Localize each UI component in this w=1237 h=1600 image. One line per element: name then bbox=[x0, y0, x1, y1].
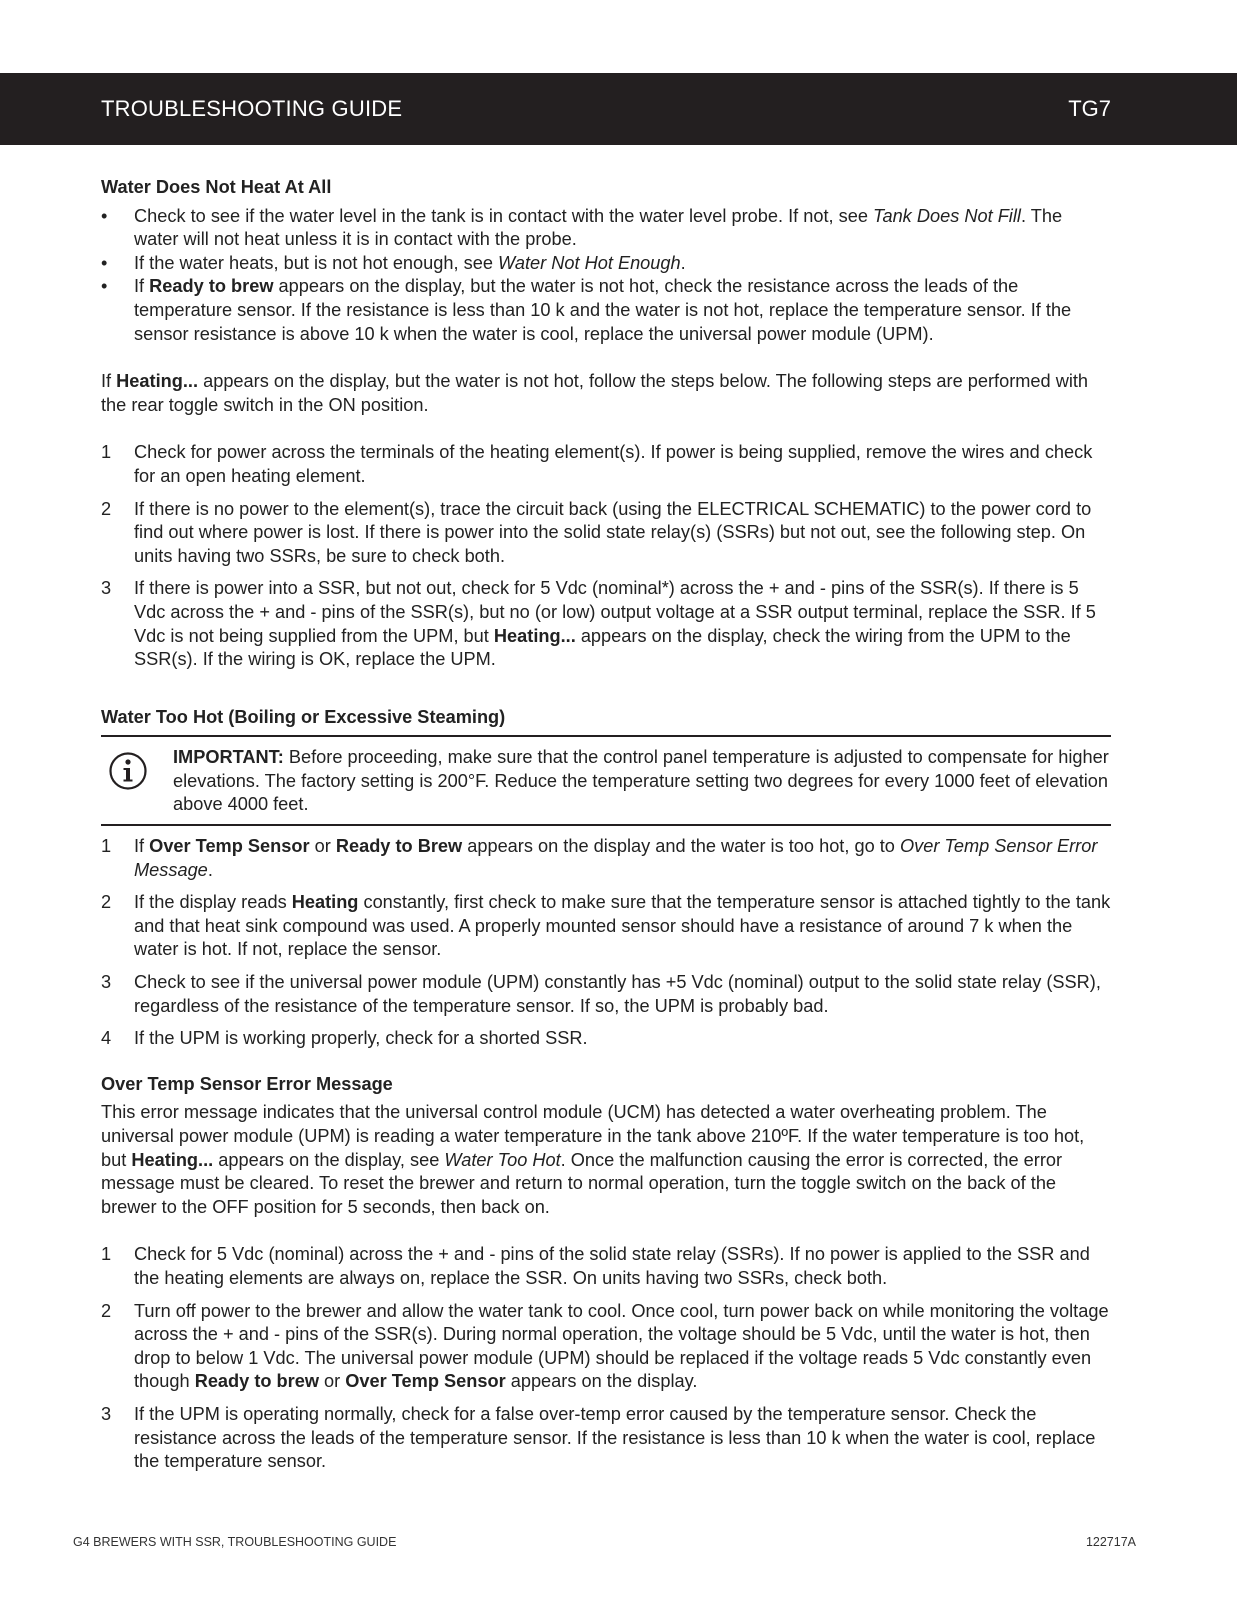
display-message: Heating... bbox=[493, 625, 576, 646]
cross-reference: Water Too Hot bbox=[444, 1149, 561, 1170]
text: This error message indicates that the universal control module (UCM) has detected a water overheating problem. The universal power module (UPM) is reading a water temperature in the tank above 210ºF. If the water temperature is too hot, but bbox=[101, 1102, 1085, 1170]
text: appears on the display and the water is too hot, go to bbox=[462, 836, 900, 857]
text: Check to see if the universal power module (UPM) constantly has +5 Vdc (nominal) output to the solid state relay (SSR), regardless of the resistance of the temperature sensor. If so, the UPM is probably bad. bbox=[134, 972, 1101, 1016]
text: If bbox=[134, 836, 150, 857]
text: Check to see if the water level in the tank is in contact with the water level probe. If not, see bbox=[134, 205, 874, 226]
important-notice bbox=[101, 735, 1111, 826]
section-heading-water-does-not-heat: Water Does Not Heat At All bbox=[101, 177, 332, 197]
list-item bbox=[101, 252, 1111, 276]
text: appears on the display. bbox=[505, 1371, 698, 1392]
display-message: Ready to brew bbox=[194, 1371, 319, 1392]
header-title: TROUBLESHOOTING GUIDE bbox=[101, 96, 403, 121]
cross-reference: Over Temp Sensor Error Message bbox=[134, 836, 1098, 880]
text: appears on the display, but the water is not hot, check the resistance across the leads of the temperature sensor. If the resistance is less than 10 k and the water is not hot, replace the temperature sensor. If the sensor resistance is above 10 k when the water is cool, replace the universal power module (UPM). bbox=[134, 276, 1072, 344]
text: If there is power into a SSR, but not out, check for 5 Vdc (nominal*) across the + and - pins of the SSR(s). If there is 5 Vdc across the + and - pins of the SSR(s), but no (or low) output voltage at a SSR output terminal, replace the SSR. If 5 Vdc is not being supplied from the UPM, but bbox=[134, 578, 1096, 646]
paragraph bbox=[101, 1101, 1111, 1219]
numbered-list bbox=[101, 1243, 1111, 1473]
header-page-code: TG7 bbox=[1068, 96, 1111, 121]
list-item bbox=[101, 441, 1111, 488]
cross-reference: Water Not Hot Enough bbox=[498, 252, 681, 273]
text: If bbox=[134, 276, 150, 297]
cross-reference: Tank Does Not Fill bbox=[873, 205, 1021, 226]
text: appears on the display, but the water is not hot, follow the steps below. The following steps are performed with the rear toggle switch in the ON position. bbox=[101, 371, 1089, 415]
text: If the UPM is operating normally, check for a false over-temp error caused by the temperature sensor. Check the resistance across the leads of the temperature sensor. If the resistance is less than 10 k when the water is cool, replace the temperature sensor. bbox=[134, 1403, 1096, 1472]
list-item bbox=[101, 1027, 1111, 1051]
step-number: 3 bbox=[101, 972, 112, 993]
list-item bbox=[101, 577, 1111, 671]
text: . Once the malfunction causing the error is corrected, the error message must be cleared. To reset the brewer and return to normal operation, turn the toggle switch on the back of the brewer to the OFF position for 5 seconds, then back on. bbox=[101, 1149, 1063, 1217]
step-number: 1 bbox=[101, 836, 112, 857]
list-item bbox=[101, 971, 1111, 1018]
section-heading-over-temp-sensor: Over Temp Sensor Error Message bbox=[101, 1073, 393, 1094]
text: appears on the display, check the wiring from the UPM to the SSR(s). If the wiring is OK, replace the UPM. bbox=[134, 625, 1071, 670]
text: Check for 5 Vdc (nominal) across the + and - pins of the solid state relay (SSRs). If no power is applied to the SSR and the heating elements are always on, replace the SSR. On units having two SSRs, check both. bbox=[134, 1244, 1090, 1288]
text: or bbox=[309, 836, 336, 857]
step-number: 2 bbox=[101, 892, 112, 913]
text: Check for power across the terminals of the heating element(s). If power is being supplied, remove the wires and check for an open heating element. bbox=[134, 442, 1093, 486]
step-number: 3 bbox=[101, 578, 112, 599]
display-message: Heating... bbox=[131, 1149, 214, 1170]
text: Turn off power to the brewer and allow the water tank to cool. Once cool, turn power back on while monitoring the voltage across the + and - pins of the SSR(s). During normal operation, the voltage should be 5 Vdc, until the water is hot, then drop to below 1 Vdc. The universal power module (UPM) should be replaced if the voltage reads 5 Vdc constantly even though bbox=[134, 1300, 1109, 1392]
display-message: Over Temp Sensor bbox=[149, 836, 310, 857]
list-item bbox=[101, 498, 1111, 569]
list-item bbox=[101, 835, 1111, 882]
text: If there is no power to the element(s), trace the circuit back (using the ELECTRICAL SCHEMATIC) to the power cord to find out where power is lost. If there is power into the solid state relay(s) (SSRs) but not out, see the following step. On units having two SSRs, be sure to check both. bbox=[134, 498, 1092, 566]
text: If bbox=[101, 371, 117, 392]
text: Before proceeding, make sure that the control panel temperature is adjusted to compensate for higher elevations. The factory setting is 200°F. Reduce the temperature setting two degrees for every 1000 feet of elevation above 4000 feet. bbox=[173, 747, 1109, 815]
list-item bbox=[101, 891, 1111, 962]
step-number: 1 bbox=[101, 1244, 112, 1265]
step-number: 2 bbox=[101, 1300, 112, 1321]
info-icon bbox=[108, 751, 148, 791]
text: . bbox=[207, 859, 213, 880]
text: If the display reads bbox=[134, 892, 292, 913]
text: . The water will not heat unless it is in contact with the probe. bbox=[134, 205, 1063, 250]
paragraph bbox=[101, 370, 1111, 417]
display-message: Ready to Brew bbox=[335, 836, 463, 857]
numbered-list bbox=[101, 835, 1111, 1051]
display-message: Over Temp Sensor bbox=[345, 1371, 506, 1392]
step-number: 2 bbox=[101, 498, 112, 519]
list-item bbox=[101, 205, 1111, 252]
section-heading-water-too-hot: Water Too Hot (Boiling or Excessive Steaming) bbox=[101, 706, 506, 727]
page-content bbox=[101, 176, 1111, 1483]
important-label: IMPORTANT: bbox=[173, 747, 284, 768]
list-item bbox=[101, 275, 1111, 346]
numbered-list bbox=[101, 441, 1111, 671]
step-number: 1 bbox=[101, 442, 112, 463]
text: or bbox=[319, 1371, 346, 1392]
list-item bbox=[101, 1243, 1111, 1290]
important-text bbox=[173, 746, 1111, 817]
text: appears on the display, see bbox=[213, 1149, 445, 1170]
text: If the UPM is working properly, check for a shorted SSR. bbox=[134, 1028, 588, 1049]
bullet-list bbox=[101, 205, 1111, 347]
text: constantly, first check to make sure that the temperature sensor is attached tightly to the tank and that heat sink compound was used. A properly mounted sensor should have a resistance of around 7 k when the water is hot. If not, replace the sensor. bbox=[134, 892, 1111, 960]
footer-document-title: G4 BREWERS WITH SSR, TROUBLESHOOTING GUIDE bbox=[73, 1535, 397, 1549]
text: . bbox=[680, 252, 686, 273]
footer-document-code: 122717A bbox=[1085, 1535, 1136, 1549]
step-number: 3 bbox=[101, 1403, 112, 1424]
step-number: 4 bbox=[101, 1028, 112, 1049]
display-message: Ready to brew bbox=[149, 276, 274, 297]
display-message: Heating... bbox=[116, 371, 199, 392]
page-header bbox=[0, 73, 1237, 145]
list-item bbox=[101, 1403, 1111, 1474]
list-item bbox=[101, 1300, 1111, 1394]
text: If the water heats, but is not hot enough, see bbox=[134, 252, 498, 273]
display-message: Heating bbox=[291, 892, 359, 913]
